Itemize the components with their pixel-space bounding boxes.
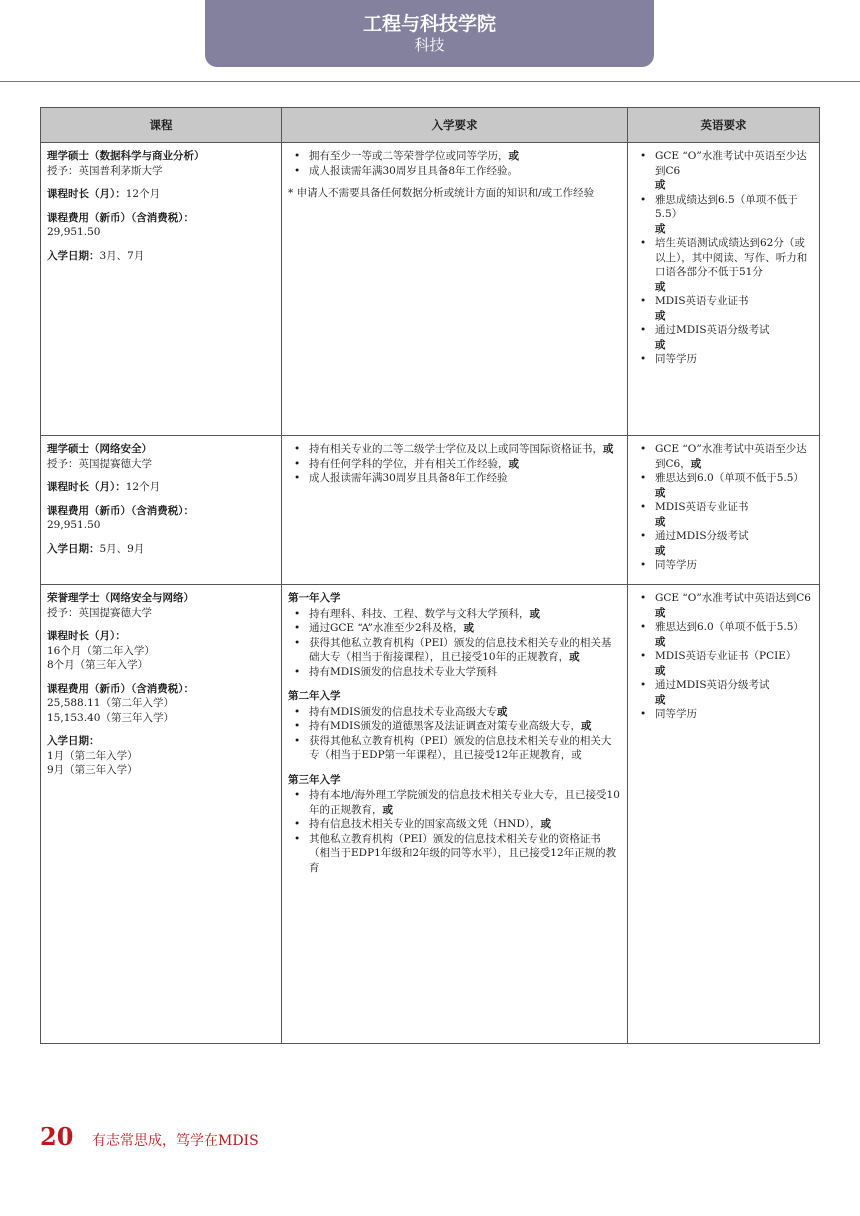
english-cell — [628, 143, 820, 436]
column-header-english: 英语要求 — [628, 108, 820, 143]
list-item: • MDIS英语专业证书（PCIE） — [655, 649, 813, 664]
admission-cell — [282, 436, 628, 585]
course-name: 荣誉理学士（网络安全与网络） — [47, 592, 194, 604]
list-item: • 持有理科、科技、工程、数学与文科大学预科，或 — [309, 607, 621, 622]
or-label: 或 — [655, 664, 666, 677]
list-item: • 持有相关专业的二等二级学士学位及以上或同等国际资格证书，或 — [309, 442, 621, 457]
list-item: • 雅思成绩达到6.5（单项不低于5.5） — [655, 193, 813, 222]
table-row — [41, 143, 820, 436]
fee-value: 29,951.50 — [47, 519, 101, 531]
intake-value: 5月、9月 — [99, 542, 145, 555]
list-item: • 成人报读需年满30周岁且具备8年工作经验。 — [309, 164, 621, 179]
list-item: • GCE “O”水准考试中英语达到C6 — [655, 591, 813, 606]
table-row — [41, 436, 820, 585]
admission-list — [288, 705, 621, 763]
list-item: • 通过GCE “A”水准至少2科及格，或 — [309, 621, 621, 636]
list-item: • 雅思达到6.0（单项不低于5.5） — [655, 471, 813, 486]
or-label: 或 — [655, 635, 666, 648]
intake-label: 入学日期： — [47, 249, 100, 262]
admission-list — [288, 607, 621, 680]
or-label: 或 — [655, 309, 666, 322]
english-cell — [628, 585, 820, 1044]
or-label: 或 — [655, 515, 666, 528]
intake-value: 1月（第二年入学） — [47, 749, 138, 762]
duration-value: 12个月 — [125, 188, 161, 200]
header-divider — [0, 81, 860, 82]
list-item: • 拥有至少一等或二等荣誉学位或同等学历，或 — [309, 149, 621, 164]
list-item: • 获得其他私立教育机构（PEI）颁发的信息技术相关专业的相关基础大专（相当于衔接课程），且已接受10年的正规教育，或 — [309, 636, 621, 665]
list-item: • MDIS英语专业证书 — [655, 500, 813, 515]
or-label: 或 — [655, 606, 666, 619]
intake-value: 9月（第三年入学） — [47, 764, 138, 776]
english-cell — [628, 436, 820, 585]
list-item: • 持有本地/海外理工学院颁发的信息技术相关专业大专，且已接受10年的正规教育，或 — [309, 788, 621, 817]
list-item: • 持有MDIS颁发的信息技术专业大学预科 — [309, 665, 621, 680]
list-item: • 通过MDIS英语分级考试 — [655, 678, 813, 693]
section-title: 第三年入学 — [288, 773, 341, 786]
admission-cell — [282, 585, 628, 1044]
section-title: 第二年入学 — [288, 690, 341, 702]
duration-value: 8个月（第三年入学） — [47, 659, 149, 671]
duration-label: 课程时长（月）： — [47, 188, 126, 200]
duration-value: 12个月 — [125, 481, 161, 493]
admission-list — [288, 442, 621, 486]
list-item: • 获得其他私立教育机构（PEI）颁发的信息技术相关专业的相关大专（相当于EDP第一年课程），且已接受12年正规教育，或 — [309, 734, 621, 763]
fee-label: 课程费用（新币）（含消费税）： — [47, 682, 194, 695]
list-item: • 持有MDIS颁发的道德黑客及法证调查对策专业高级大专，或 — [309, 719, 621, 734]
page-number: 20 — [40, 1122, 74, 1151]
course-award: 授予：英国提赛德大学 — [47, 457, 152, 470]
list-item: • MDIS英语专业证书 — [655, 294, 813, 309]
column-header-course: 课程 — [41, 108, 282, 143]
course-cell — [41, 143, 282, 436]
admission-note: * 申请人不需要具备任何数据分析或统计方面的知识和/或工作经验 — [288, 187, 595, 199]
fee-value: 25,588.11（第二年入学） — [47, 697, 174, 709]
table-row — [41, 585, 820, 1044]
course-award: 授予：英国提赛德大学 — [47, 606, 152, 619]
fee-value: 15,153.40（第三年入学） — [47, 711, 174, 724]
list-item: • 其他私立教育机构（PEI）颁发的信息技术相关专业的资格证书（相当于EDP1年级和2年级的同等水平），且已接受12年正规的教育 — [309, 832, 621, 876]
admission-cell — [282, 143, 628, 436]
table-header-row — [41, 108, 820, 143]
or-label: 或 — [655, 280, 666, 293]
course-table — [40, 107, 820, 1044]
list-item: • 成人报读需年满30周岁且具备8年工作经验 — [309, 471, 621, 486]
section-title: 第一年入学 — [288, 592, 341, 604]
course-award: 授予：英国普利茅斯大学 — [47, 164, 163, 177]
course-cell — [41, 585, 282, 1044]
or-label: 或 — [655, 693, 666, 706]
duration-label: 课程时长（月）： — [47, 481, 126, 493]
admission-list — [288, 788, 621, 875]
list-item: • 持有信息技术相关专业的国家高级文凭（HND），或 — [309, 817, 621, 832]
or-label: 或 — [655, 179, 666, 191]
course-cell — [41, 436, 282, 585]
list-item: • GCE “O”水准考试中英语至少达到C6，或 — [655, 442, 813, 471]
list-item: • 同等学历 — [655, 707, 813, 722]
intake-label: 入学日期： — [47, 542, 100, 555]
course-name: 理学硕士（网络安全） — [47, 443, 152, 455]
or-label: 或 — [655, 338, 666, 351]
list-item: • 同等学历 — [655, 352, 813, 367]
header-tab — [205, 0, 654, 67]
duration-label: 课程时长（月）： — [47, 630, 126, 642]
duration-value: 16个月（第二年入学） — [47, 644, 155, 657]
fee-label: 课程费用（新币）（含消费税）： — [47, 211, 194, 224]
footer-slogan: 有志常思成，笃学在MDIS — [92, 1133, 259, 1149]
or-label: 或 — [655, 486, 666, 499]
list-item: • GCE “O”水准考试中英语至少达到C6 — [655, 149, 813, 178]
list-item: • 培生英语测试成绩达到62分（或以上），其中阅读、写作、听力和口语各部分不低于51分 — [655, 236, 813, 280]
list-item: • 通过MDIS英语分级考试 — [655, 323, 813, 338]
course-name: 理学硕士（数据科学与商业分析） — [47, 150, 205, 162]
page-title: 工程与科技学院 — [362, 13, 496, 35]
or-label: 或 — [655, 544, 666, 557]
intake-label: 入学日期： — [47, 735, 100, 747]
or-label: 或 — [655, 222, 666, 235]
list-item: • 同等学历 — [655, 558, 813, 573]
page-subtitle: 科技 — [414, 36, 445, 54]
list-item: • 雅思达到6.0（单项不低于5.5） — [655, 620, 813, 635]
fee-label: 课程费用（新币）（含消费税）： — [47, 504, 194, 517]
list-item: • 通过MDIS分级考试 — [655, 529, 813, 544]
admission-list — [288, 149, 621, 178]
list-item: • 持有任何学科的学位，并有相关工作经验，或 — [309, 457, 621, 472]
intake-value: 3月、7月 — [99, 249, 145, 262]
list-item: • 持有MDIS颁发的信息技术专业高级大专或 — [309, 705, 621, 720]
english-list — [634, 149, 813, 178]
column-header-admission: 入学要求 — [282, 108, 628, 143]
fee-value: 29,951.50 — [47, 226, 101, 238]
